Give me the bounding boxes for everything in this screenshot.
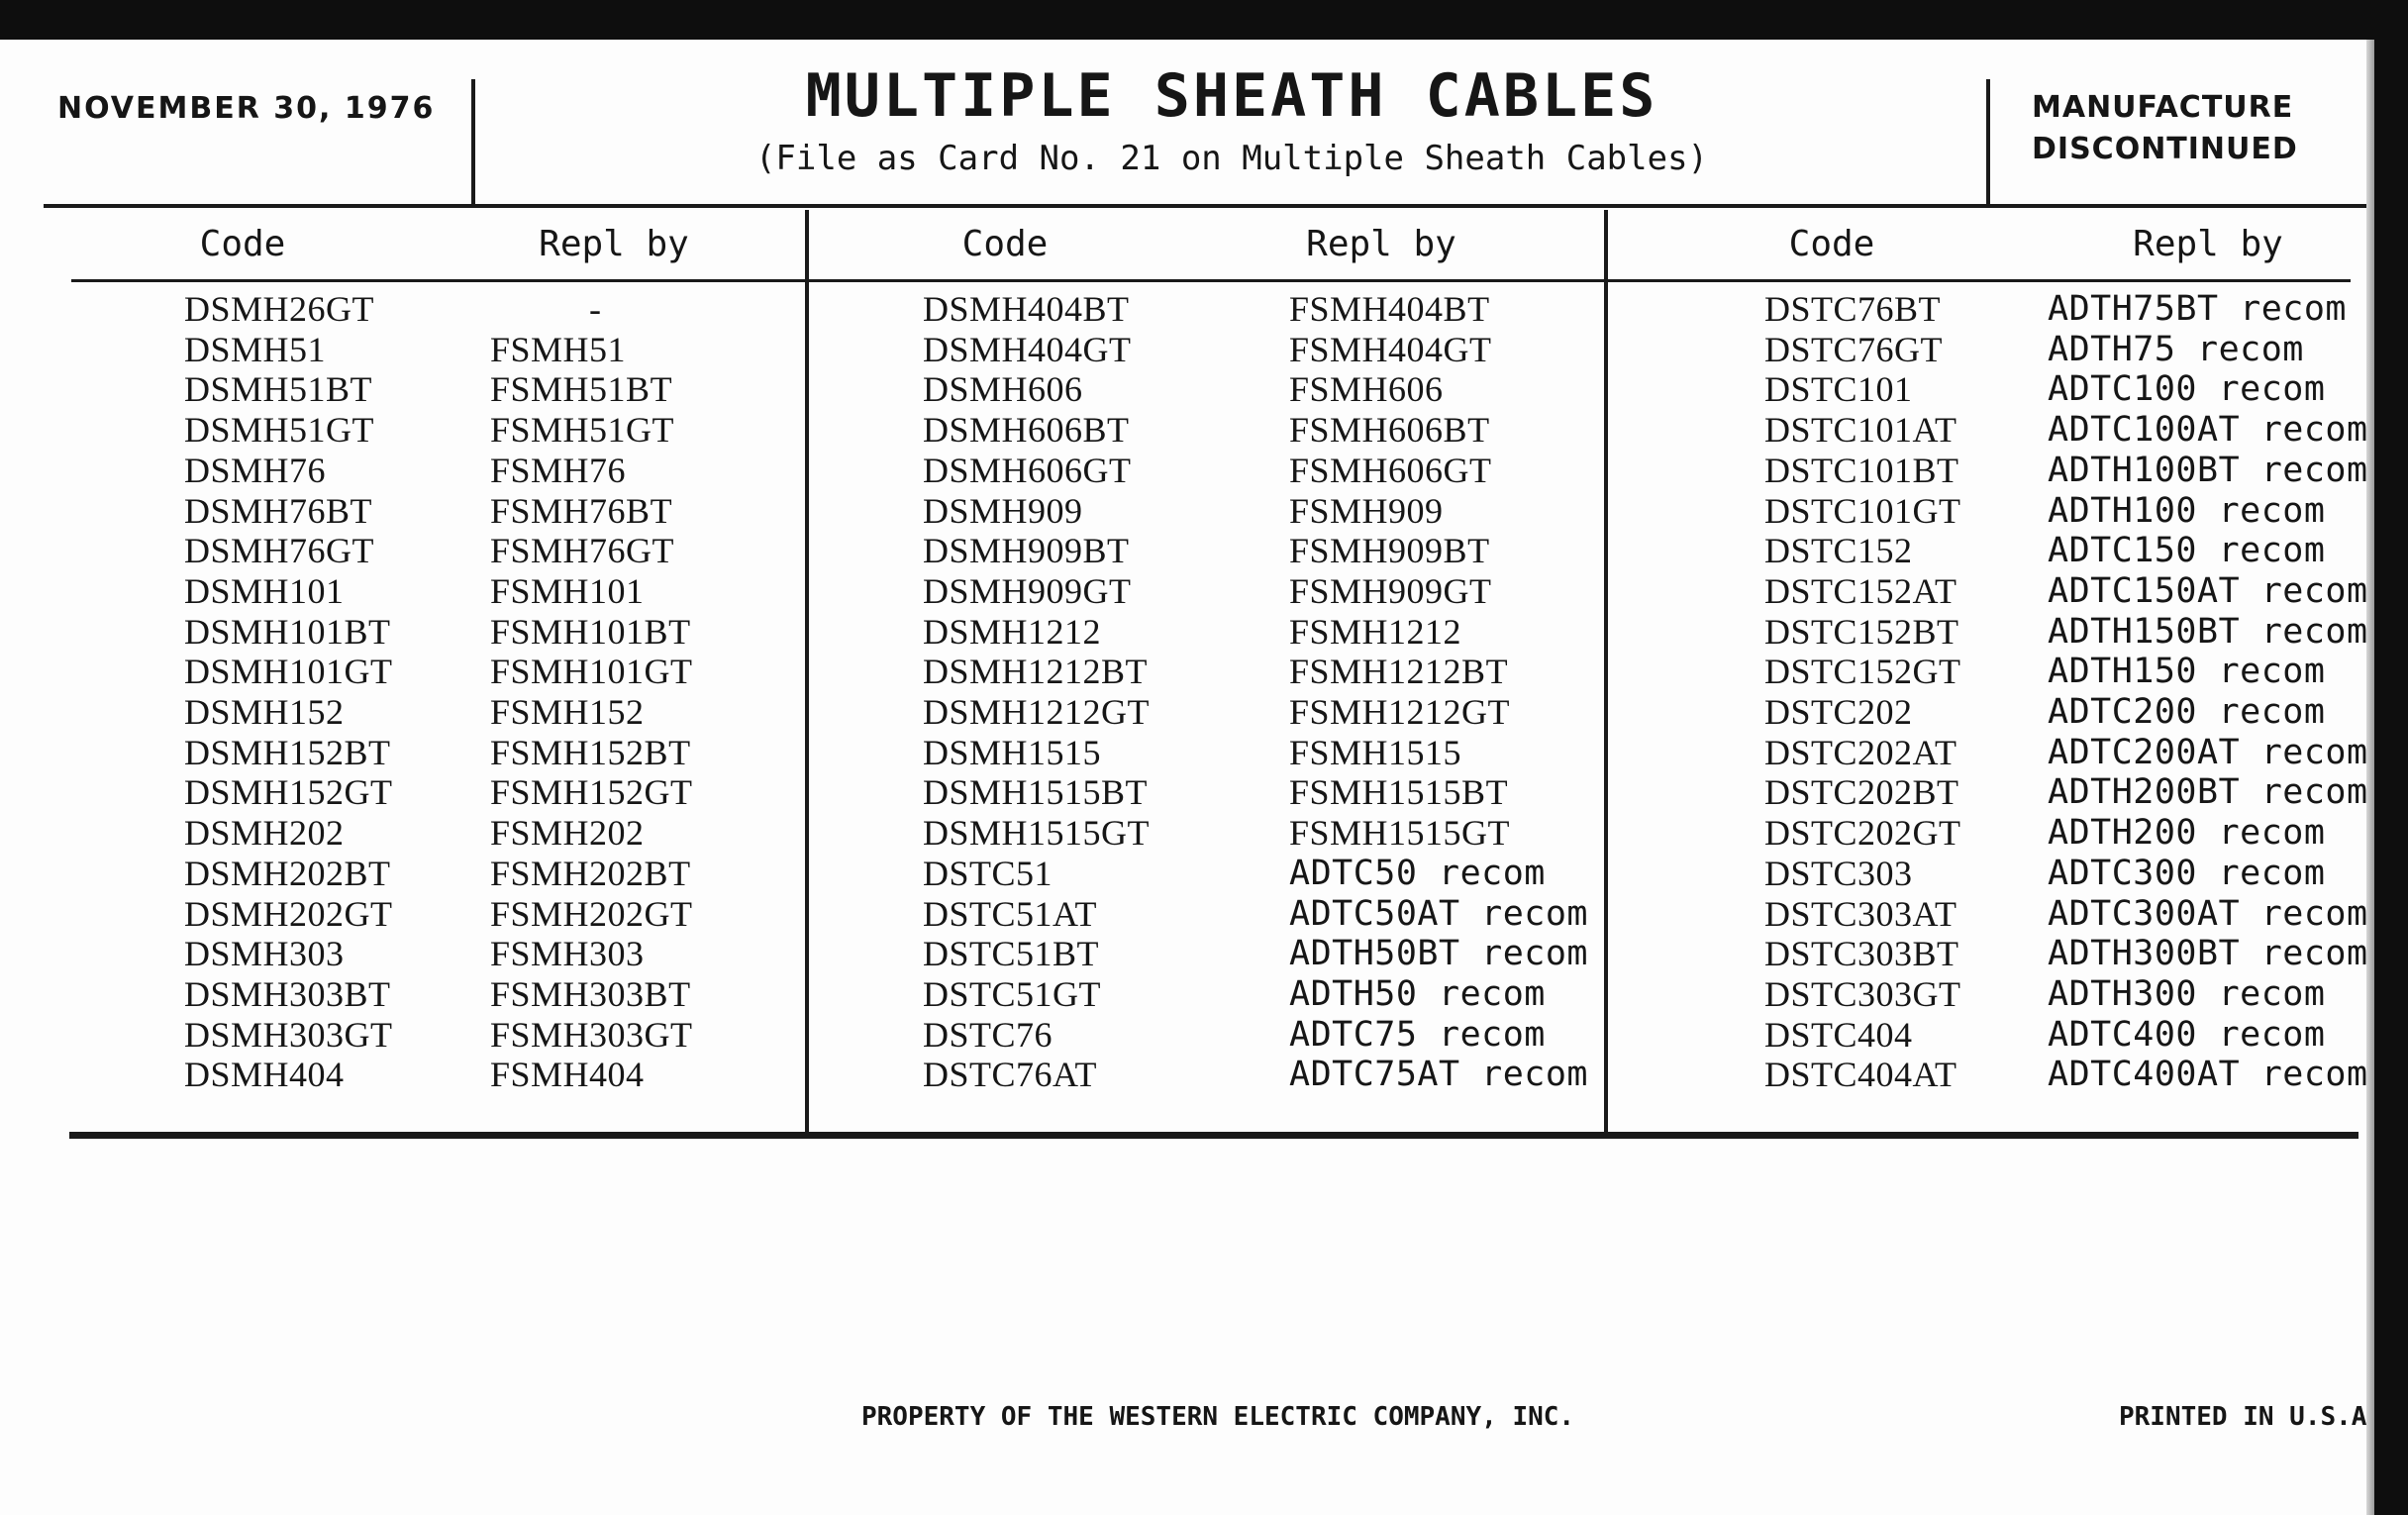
code-cell: DSTC303 bbox=[1764, 853, 1913, 893]
col3-code-header: Code bbox=[1788, 224, 1875, 264]
code-cell: DSMH101BT bbox=[184, 611, 391, 652]
status-line-2: DISCONTINUED bbox=[2032, 132, 2298, 166]
code-cell: DSMH303GT bbox=[184, 1014, 393, 1055]
code-cell: DSTC404AT bbox=[1764, 1055, 1957, 1095]
repl-cell: ADTC200AT recom bbox=[2048, 732, 2368, 772]
code-cell: DSTC101GT bbox=[1764, 490, 1961, 531]
repl-cell: FSMH1515BT bbox=[1289, 772, 1509, 813]
repl-cell: ADTH75 recom bbox=[2048, 329, 2304, 369]
column-divider-1 bbox=[805, 210, 809, 1133]
repl-cell: FSMH76GT bbox=[490, 531, 675, 571]
code-cell: DSMH1515 bbox=[923, 732, 1102, 772]
code-cell: DSMH152 bbox=[184, 692, 345, 733]
repl-cell: FSMH404BT bbox=[1289, 289, 1490, 329]
col2-repl-list bbox=[1289, 289, 1588, 1095]
repl-cell: FSMH1212 bbox=[1289, 611, 1462, 652]
issue-date: NOVEMBER 30, 1976 bbox=[57, 91, 436, 126]
repl-cell: FSMH1515GT bbox=[1289, 813, 1511, 854]
code-cell: DSTC101AT bbox=[1764, 410, 1957, 451]
code-cell: DSMH101GT bbox=[184, 652, 393, 692]
repl-cell: ADTC150 recom bbox=[2048, 531, 2326, 571]
property-notice: PROPERTY OF THE WESTERN ELECTRIC COMPANY, INC. bbox=[861, 1402, 1575, 1432]
repl-cell: ADTH50 recom bbox=[1289, 973, 1546, 1014]
repl-cell: FSMH606BT bbox=[1289, 410, 1490, 451]
col3-code-list bbox=[1764, 289, 1961, 1095]
code-cell: DSMH404GT bbox=[923, 329, 1132, 369]
repl-cell: FSMH909 bbox=[1289, 490, 1444, 531]
repl-cell: ADTC400AT recom bbox=[2048, 1055, 2368, 1095]
code-cell: DSMH606GT bbox=[923, 450, 1132, 490]
code-cell: DSTC202 bbox=[1764, 692, 1913, 733]
column-header-rule bbox=[71, 279, 2351, 282]
repl-cell: FSMH152BT bbox=[490, 732, 691, 772]
col1-repl-list bbox=[490, 289, 693, 1095]
code-cell: DSMH303BT bbox=[184, 973, 391, 1014]
code-cell: DSMH101 bbox=[184, 570, 345, 611]
code-cell: DSTC76GT bbox=[1764, 329, 1944, 369]
repl-cell: ADTH150 recom bbox=[2048, 652, 2326, 692]
repl-cell: FSMH202BT bbox=[490, 853, 691, 893]
header-rule bbox=[44, 204, 2366, 208]
repl-cell: FSMH1515 bbox=[1289, 732, 1462, 772]
code-cell: DSTC51BT bbox=[923, 934, 1100, 974]
code-cell: DSTC51AT bbox=[923, 893, 1098, 934]
repl-cell: ADTH300 recom bbox=[2048, 973, 2326, 1014]
code-cell: DSTC202GT bbox=[1764, 813, 1961, 854]
code-cell: DSTC202BT bbox=[1764, 772, 1959, 813]
code-cell: DSMH1212GT bbox=[923, 692, 1151, 733]
col3-repl-header: Repl by bbox=[2133, 224, 2283, 264]
code-cell: DSMH152GT bbox=[184, 772, 393, 813]
col1-code-header: Code bbox=[199, 224, 286, 264]
status-line-1: MANUFACTURE bbox=[2032, 90, 2294, 125]
code-cell: DSTC76BT bbox=[1764, 289, 1942, 329]
code-cell: DSMH1212 bbox=[923, 611, 1102, 652]
repl-cell: FSMH51BT bbox=[490, 369, 673, 410]
code-cell: DSMH606BT bbox=[923, 410, 1130, 451]
col2-repl-header: Repl by bbox=[1306, 224, 1456, 264]
repl-cell: FSMH76BT bbox=[490, 490, 673, 531]
repl-cell: ADTH75BT recom bbox=[2048, 289, 2348, 329]
code-cell: DSTC303GT bbox=[1764, 973, 1961, 1014]
col2-code-list bbox=[923, 289, 1150, 1095]
repl-cell: FSMH909GT bbox=[1289, 570, 1492, 611]
repl-cell: - bbox=[589, 289, 602, 329]
code-cell: DSMH76GT bbox=[184, 531, 375, 571]
printed-notice: PRINTED IN U.S.A bbox=[2119, 1402, 2367, 1432]
code-cell: DSMH1515BT bbox=[923, 772, 1149, 813]
code-cell: DSTC51 bbox=[923, 853, 1054, 893]
status-label bbox=[2032, 87, 2358, 170]
repl-cell: FSMH101BT bbox=[490, 611, 691, 652]
code-cell: DSMH404 bbox=[184, 1055, 345, 1095]
col2-code-header: Code bbox=[961, 224, 1049, 264]
col3-repl-list bbox=[2048, 289, 2368, 1095]
repl-cell: ADTH50BT recom bbox=[1289, 934, 1589, 974]
repl-cell: FSMH202GT bbox=[490, 893, 693, 934]
code-cell: DSTC202AT bbox=[1764, 732, 1957, 772]
repl-cell: ADTC150AT recom bbox=[2048, 570, 2368, 611]
code-cell: DSMH152BT bbox=[184, 732, 391, 772]
code-cell: DSTC152GT bbox=[1764, 652, 1961, 692]
table-bottom-rule bbox=[69, 1132, 2358, 1139]
repl-cell: ADTH150BT recom bbox=[2048, 611, 2368, 652]
code-cell: DSMH909BT bbox=[923, 531, 1130, 571]
repl-cell: FSMH303 bbox=[490, 934, 645, 974]
code-cell: DSMH76 bbox=[184, 450, 327, 490]
code-cell: DSTC101 bbox=[1764, 369, 1913, 410]
repl-cell: FSMH1212BT bbox=[1289, 652, 1509, 692]
column-divider-2 bbox=[1604, 210, 1608, 1133]
code-cell: DSMH51GT bbox=[184, 410, 375, 451]
code-cell: DSMH303 bbox=[184, 934, 345, 974]
repl-cell: ADTC100AT recom bbox=[2048, 410, 2368, 451]
repl-cell: ADTC50 recom bbox=[1289, 853, 1546, 893]
repl-cell: FSMH202 bbox=[490, 813, 645, 854]
code-cell: DSMH51 bbox=[184, 329, 327, 369]
repl-cell: FSMH1212GT bbox=[1289, 692, 1511, 733]
code-cell: DSMH202BT bbox=[184, 853, 391, 893]
code-cell: DSTC303BT bbox=[1764, 934, 1959, 974]
repl-cell: FSMH303GT bbox=[490, 1014, 693, 1055]
repl-cell: FSMH303BT bbox=[490, 973, 691, 1014]
repl-cell: FSMH51GT bbox=[490, 410, 675, 451]
code-cell: DSMH1515GT bbox=[923, 813, 1151, 854]
repl-cell: FSMH152GT bbox=[490, 772, 693, 813]
repl-cell: FSMH76 bbox=[490, 450, 627, 490]
repl-cell: ADTH200BT recom bbox=[2048, 772, 2368, 813]
repl-cell: ADTH200 recom bbox=[2048, 813, 2326, 854]
code-cell: DSMH26GT bbox=[184, 289, 375, 329]
repl-cell: ADTC50AT recom bbox=[1289, 893, 1589, 934]
card-subtitle: (File as Card No. 21 on Multiple Sheath Cables) bbox=[754, 139, 1709, 178]
repl-cell: ADTC75 recom bbox=[1289, 1014, 1546, 1055]
repl-cell: ADTH300BT recom bbox=[2048, 934, 2368, 974]
code-cell: DSTC303AT bbox=[1764, 893, 1957, 934]
repl-cell: FSMH909BT bbox=[1289, 531, 1490, 571]
code-cell: DSMH51BT bbox=[184, 369, 373, 410]
code-cell: DSMH202 bbox=[184, 813, 345, 854]
repl-cell: ADTC75AT recom bbox=[1289, 1055, 1589, 1095]
code-cell: DSTC51GT bbox=[923, 973, 1102, 1014]
code-cell: DSMH76BT bbox=[184, 490, 373, 531]
repl-cell: FSMH101GT bbox=[490, 652, 693, 692]
col1-repl-header: Repl by bbox=[539, 224, 689, 264]
code-cell: DSTC101BT bbox=[1764, 450, 1959, 490]
repl-cell: ADTC300 recom bbox=[2048, 853, 2326, 893]
header-divider-right bbox=[1986, 79, 1990, 206]
repl-cell: ADTC200 recom bbox=[2048, 692, 2326, 733]
code-cell: DSTC404 bbox=[1764, 1014, 1913, 1055]
code-cell: DSTC76 bbox=[923, 1014, 1054, 1055]
repl-cell: FSMH51 bbox=[490, 329, 627, 369]
code-cell: DSMH606 bbox=[923, 369, 1083, 410]
repl-cell: ADTH100 recom bbox=[2048, 490, 2326, 531]
code-cell: DSMH1212BT bbox=[923, 652, 1149, 692]
repl-cell: FSMH404GT bbox=[1289, 329, 1492, 369]
repl-cell: ADTC100 recom bbox=[2048, 369, 2326, 410]
code-cell: DSTC152 bbox=[1764, 531, 1913, 571]
code-cell: DSMH202GT bbox=[184, 893, 393, 934]
code-cell: DSTC152BT bbox=[1764, 611, 1959, 652]
repl-cell: ADTH100BT recom bbox=[2048, 450, 2368, 490]
col1-code-list bbox=[184, 289, 393, 1095]
repl-cell: FSMH101 bbox=[490, 570, 645, 611]
repl-cell: FSMH606GT bbox=[1289, 450, 1492, 490]
code-cell: DSMH909GT bbox=[923, 570, 1132, 611]
repl-cell: FSMH404 bbox=[490, 1055, 645, 1095]
repl-cell: ADTC400 recom bbox=[2048, 1014, 2326, 1055]
repl-cell: FSMH152 bbox=[490, 692, 645, 733]
repl-cell: FSMH606 bbox=[1289, 369, 1444, 410]
card-title: MULTIPLE SHEATH CABLES bbox=[805, 61, 1658, 131]
code-cell: DSMH909 bbox=[923, 490, 1083, 531]
code-cell: DSTC76AT bbox=[923, 1055, 1098, 1095]
code-cell: DSTC152AT bbox=[1764, 570, 1957, 611]
repl-cell: ADTC300AT recom bbox=[2048, 893, 2368, 934]
code-cell: DSMH404BT bbox=[923, 289, 1130, 329]
